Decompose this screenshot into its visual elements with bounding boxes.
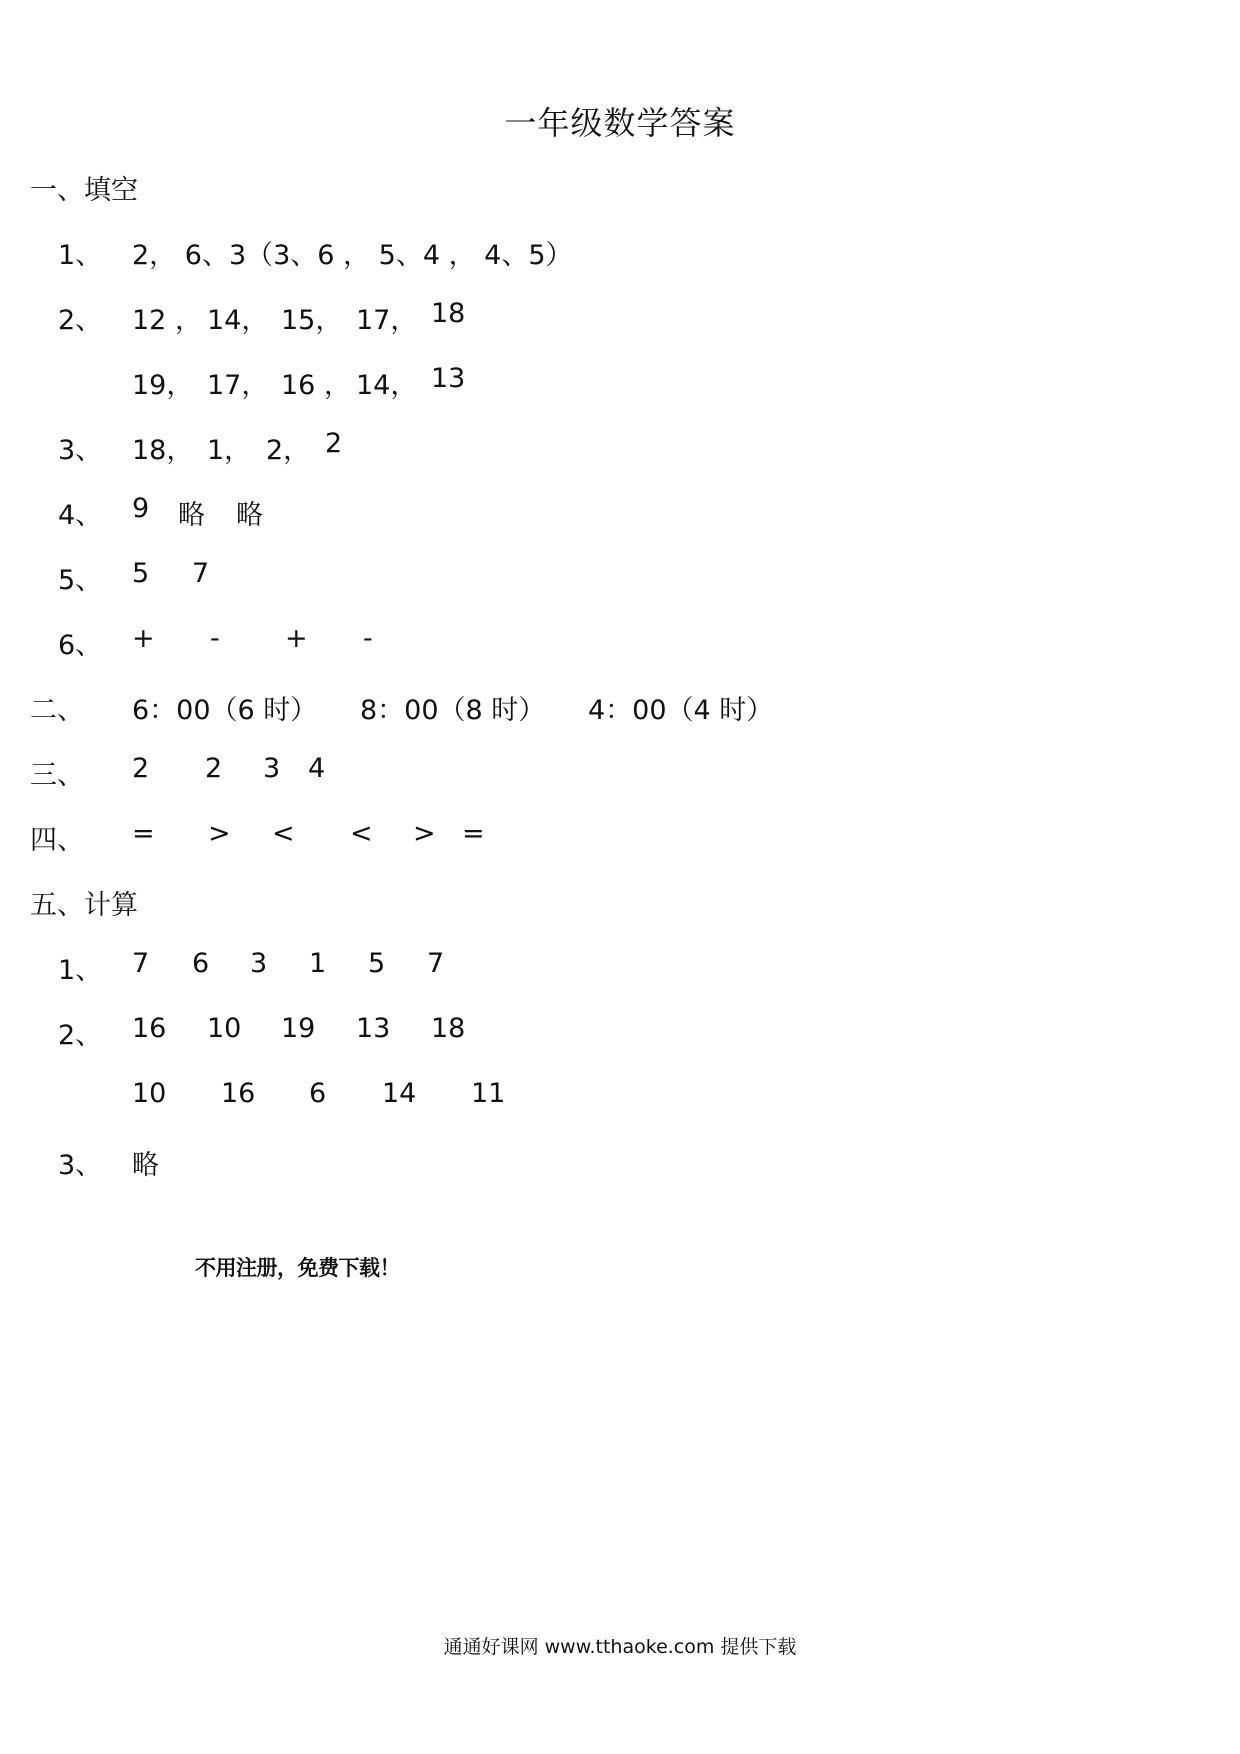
section-1-heading: 一、填空 [30,175,138,206]
time-answer: 8：00（8 时） [360,695,546,726]
operator: + [132,623,155,654]
answer-item: 15， [281,305,343,336]
answer-item: 18 [431,298,466,329]
question-number: 2、 [58,305,103,336]
answer-item: 16 [221,1078,256,1109]
time-answer: 4：00（4 时） [588,695,774,726]
answer-item: 3 [263,753,281,784]
comparison-sign: = [132,818,155,849]
question-number: 4、 [58,500,103,531]
answer-item: 3 [250,948,268,979]
question-number: 1、 [58,240,103,271]
answer-item: 17， [356,305,418,336]
section-number: 二、 [30,695,84,726]
answer-item: 7 [427,948,445,979]
question-number: 6、 [58,630,103,661]
question-number: 1、 [58,955,103,986]
answer-item: 1， [207,435,252,466]
answer-item: 2 [132,753,150,784]
question-number: 2、 [58,1020,103,1051]
answer-item: 16 [132,1013,167,1044]
comparison-sign: > [208,818,231,849]
comparison-sign: < [272,818,295,849]
answer-item: 13 [356,1013,391,1044]
section-number: 三、 [30,760,84,791]
section-number: 四、 [30,825,84,856]
time-answer: 6：00（6 时） [132,695,318,726]
answer-item: 14， [356,370,418,401]
answer-text: 略 [132,1150,159,1181]
answer-item: 略 [178,500,205,531]
answer-item: 7 [192,558,210,589]
answer-item: 13 [431,363,466,394]
comparison-sign: = [462,818,485,849]
answer-item: 14 [382,1078,417,1109]
footer-credit: 通通好课网 www.tthaoke.com 提供下载 [443,1636,797,1658]
operator: - [210,623,220,654]
answer-item: 略 [236,500,263,531]
answer-item: 17， [207,370,269,401]
answer-item: 10 [207,1013,242,1044]
question-number: 3、 [58,1150,103,1181]
answer-item: 18， [132,435,194,466]
answer-item: 7 [132,948,150,979]
answer-item: 4 [308,753,326,784]
answer-item: 2 [205,753,223,784]
answer-item: 12 ， [132,305,202,336]
answer-item: 6 [192,948,210,979]
answer-item: 10 [132,1078,167,1109]
answer-item: 19， [132,370,194,401]
answer-item: 2 [325,428,343,459]
download-note: 不用注册，免费下载！ [195,1256,400,1280]
answer-item: 9 [132,493,150,524]
operator: + [285,623,308,654]
question-number: 3、 [58,435,103,466]
answer-item: 14， [207,305,269,336]
answer-item: 2， [266,435,311,466]
answer-text: 2， 6、3（3、6 ， 5、4 ， 4、5） [132,240,573,271]
answer-item: 5 [132,558,150,589]
question-number: 5、 [58,565,103,596]
answer-item: 19 [281,1013,316,1044]
comparison-sign: < [350,818,373,849]
answer-item: 11 [471,1078,506,1109]
answer-item: 5 [368,948,386,979]
operator: - [363,623,373,654]
answer-item: 16 ， [281,370,351,401]
page-title: 一年级数学答案 [504,104,736,142]
section-5-heading: 五、计算 [30,890,138,921]
answer-item: 6 [309,1078,327,1109]
answer-item: 1 [309,948,327,979]
comparison-sign: > [413,818,436,849]
answer-item: 18 [431,1013,466,1044]
